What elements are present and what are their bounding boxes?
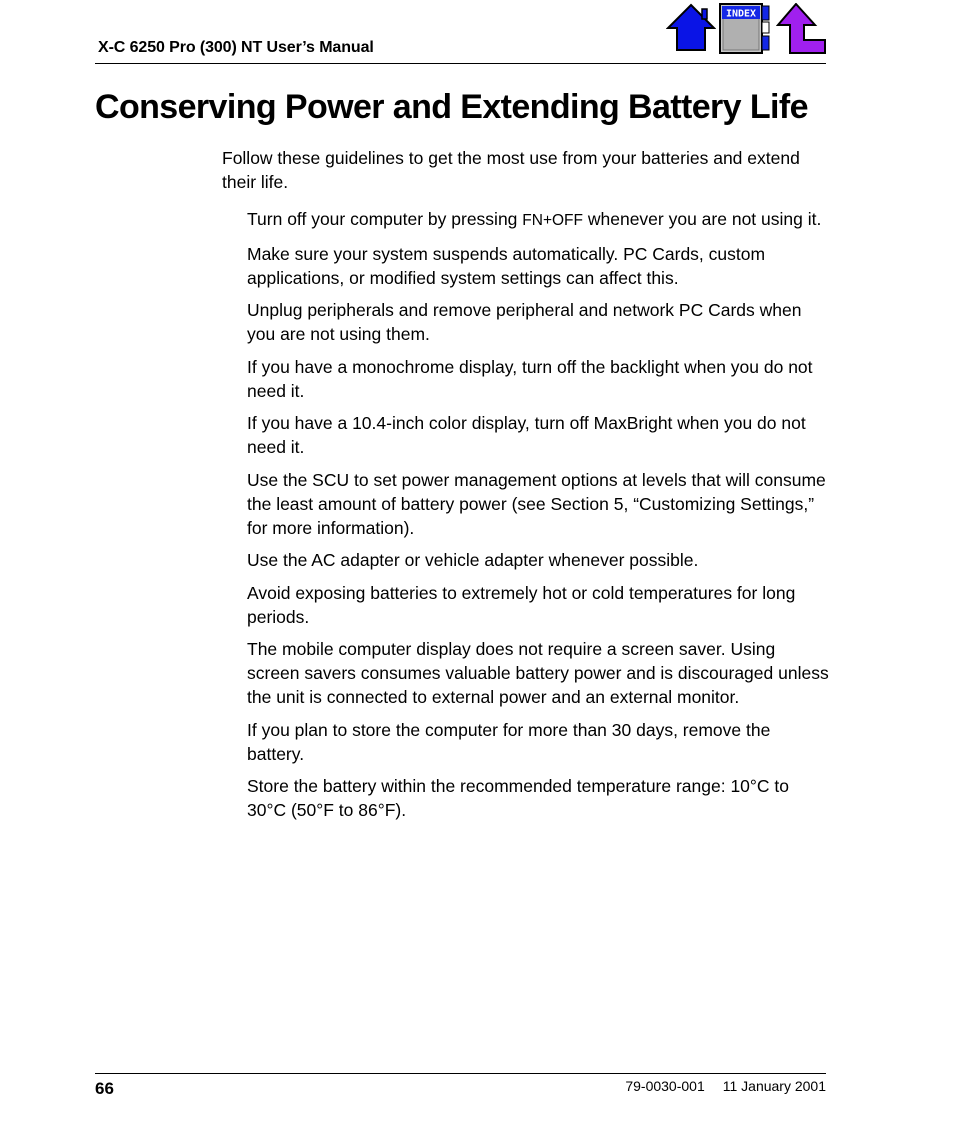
list-item: Make sure your system suspends automatically. PC Cards, custom applications, or modified system settings can affect this. xyxy=(247,243,766,288)
guideline-list xyxy=(247,207,829,831)
page-number: 66 xyxy=(95,1079,114,1098)
header-rule xyxy=(95,63,826,64)
list-item: Use the SCU to set power management options at levels that will consume the least amount of battery power (see Section 5, “Customizing Settings,” for more information). xyxy=(247,469,826,538)
list-item: If you plan to store the computer for more than 30 days, remove the battery. xyxy=(247,719,771,764)
list-item: Use the AC adapter or vehicle adapter whenever possible. xyxy=(247,550,699,570)
back-arrow-icon[interactable] xyxy=(776,3,828,55)
running-header-title: X-C 6250 Pro (300) NT User’s Manual xyxy=(98,39,374,56)
key-combination: FN+OFF xyxy=(522,212,583,229)
footer-rule xyxy=(95,1073,826,1074)
list-item: If you have a monochrome display, turn off the backlight when you do not need it. xyxy=(247,356,813,401)
index-label: INDEX xyxy=(725,8,757,20)
home-icon[interactable] xyxy=(666,3,716,53)
list-item-text: Turn off your computer by pressing xyxy=(247,209,523,229)
list-item: Avoid exposing batteries to extremely hot or cold temperatures for long periods. xyxy=(247,582,796,627)
list-item-text: whenever you are not using it. xyxy=(583,209,822,229)
list-item: The mobile computer display does not require a screen saver. Using screen savers consumes valuable battery power and is discouraged unless the unit is connected to external power and an external monitor. xyxy=(247,639,829,707)
list-item xyxy=(247,207,829,233)
list-item: Unplug peripherals and remove peripheral and network PC Cards when you are not using them. xyxy=(247,300,802,344)
page-title: Conserving Power and Extending Battery Life xyxy=(95,88,808,126)
list-item: Store the battery within the recommended temperature range: 10°C to 30°C (50°F to 86°F). xyxy=(247,776,790,820)
document-number: 79-0030-001 xyxy=(625,1078,705,1094)
publication-date: 11 January 2001 xyxy=(722,1078,826,1094)
index-icon[interactable] xyxy=(719,3,771,55)
intro-paragraph: Follow these guidelines to get the most use from your batteries and extend their life. xyxy=(222,148,800,192)
footer-reference xyxy=(625,1078,826,1094)
list-item: If you have a 10.4-inch color display, turn off MaxBright when you do not need it. xyxy=(247,413,806,457)
